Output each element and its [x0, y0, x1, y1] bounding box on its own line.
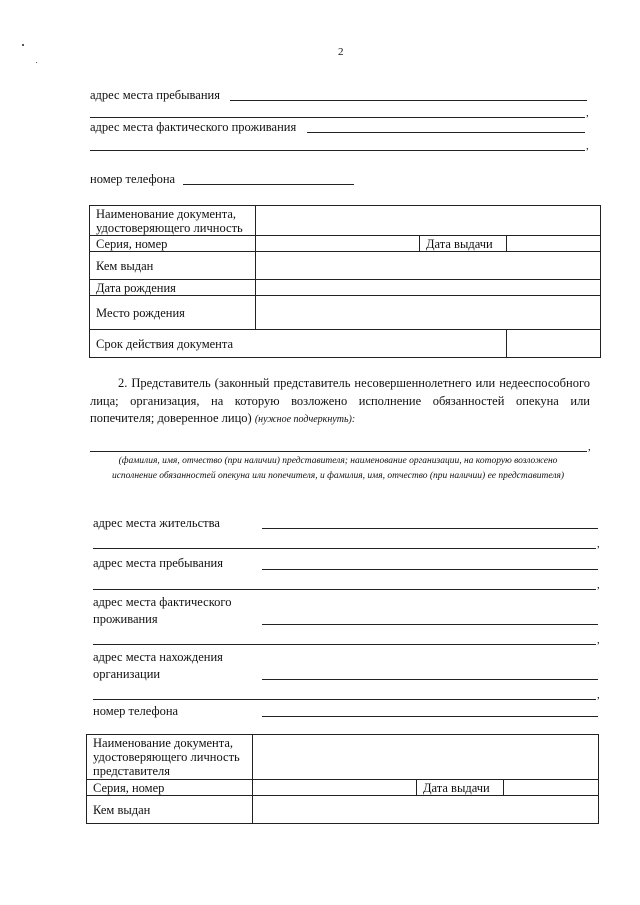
- rep-issue-date-label: Дата выдачи: [417, 780, 504, 796]
- issue-date-label: Дата выдачи: [420, 236, 507, 252]
- rep-issue-date-value[interactable]: [504, 780, 599, 796]
- comma: ,: [597, 634, 600, 646]
- rep-org-label-2: организации: [93, 667, 161, 681]
- birth-place-label: Место рождения: [90, 296, 256, 330]
- birth-place-value[interactable]: [256, 296, 601, 330]
- validity-value[interactable]: [507, 330, 601, 358]
- rep-org-field[interactable]: [262, 679, 598, 680]
- applicant-id-table: [89, 205, 601, 358]
- actual-address-label: адрес места фактического проживания: [90, 120, 297, 134]
- rep-series-value[interactable]: [253, 780, 417, 796]
- page-number: 2: [338, 46, 344, 58]
- phone-label: номер телефона: [90, 172, 176, 186]
- rep-org-field-cont[interactable]: [93, 699, 596, 700]
- birth-date-label: Дата рождения: [90, 280, 256, 296]
- phone-field[interactable]: [183, 184, 354, 185]
- birth-date-value[interactable]: [256, 280, 601, 296]
- section-2-paragraph: [90, 375, 590, 429]
- rep-stay-field-cont[interactable]: [93, 589, 596, 590]
- rep-actual-field[interactable]: [262, 624, 598, 625]
- actual-address-field-cont[interactable]: [90, 150, 585, 151]
- series-value[interactable]: [256, 236, 420, 252]
- comma: ,: [586, 107, 589, 119]
- rep-phone-field[interactable]: [262, 716, 598, 717]
- scan-speck: [36, 62, 37, 63]
- representative-name-note: (фамилия, имя, отчество (при наличии) представителя; наименование организации, на которую возложено исполнение обязанностей опекуна или попечителя, и фамилия, имя, отчество (при наличии) ее представителя): [111, 456, 565, 481]
- rep-doc-name-value[interactable]: [253, 735, 599, 780]
- rep-actual-label-2: проживания: [93, 612, 158, 626]
- rep-residence-label: адрес места жительства: [93, 516, 220, 530]
- rep-stay-label: адрес места пребывания: [93, 556, 223, 570]
- section-hint: (нужное подчеркнуть):: [254, 414, 356, 425]
- doc-name-value[interactable]: [256, 206, 601, 236]
- rep-residence-field-cont[interactable]: [93, 548, 596, 549]
- section-text: Представитель (законный представитель несовершеннолетнего или недееспособного лица; организация, на которую возложено исполнение обязанностей опекуна или попечителя; доверенное лицо): [90, 376, 591, 425]
- comma: ,: [586, 140, 589, 152]
- rep-stay-field[interactable]: [262, 569, 598, 570]
- issued-by-value[interactable]: [256, 252, 601, 280]
- actual-address-field[interactable]: [307, 132, 585, 133]
- rep-issued-by-value[interactable]: [253, 796, 599, 824]
- comma: ,: [597, 689, 600, 701]
- doc-name-label: Наименование документа, удостоверяющего личность: [90, 206, 256, 236]
- section-number: 2.: [118, 376, 128, 390]
- issued-by-label: Кем выдан: [90, 252, 256, 280]
- rep-actual-label-1: адрес места фактического: [93, 595, 232, 609]
- rep-series-label: Серия, номер: [87, 780, 253, 796]
- comma: ,: [597, 579, 600, 591]
- validity-label: Срок действия документа: [90, 330, 507, 358]
- rep-doc-name-label: Наименование документа, удостоверяющего личность представителя: [87, 735, 253, 780]
- issue-date-value[interactable]: [507, 236, 601, 252]
- rep-phone-label: номер телефона: [93, 704, 179, 718]
- representative-name-field[interactable]: [90, 451, 587, 452]
- comma: ,: [597, 538, 600, 550]
- comma: ,: [588, 441, 591, 453]
- rep-actual-field-cont[interactable]: [93, 644, 596, 645]
- rep-residence-field[interactable]: [262, 528, 598, 529]
- rep-issued-by-label: Кем выдан: [87, 796, 253, 824]
- representative-id-table: [86, 734, 599, 824]
- scan-speck: [22, 44, 24, 46]
- stay-address-field[interactable]: [230, 100, 587, 101]
- series-label: Серия, номер: [90, 236, 256, 252]
- stay-address-field-cont[interactable]: [90, 117, 585, 118]
- rep-org-label-1: адрес места нахождения: [93, 650, 223, 664]
- stay-address-label: адрес места пребывания: [90, 88, 220, 102]
